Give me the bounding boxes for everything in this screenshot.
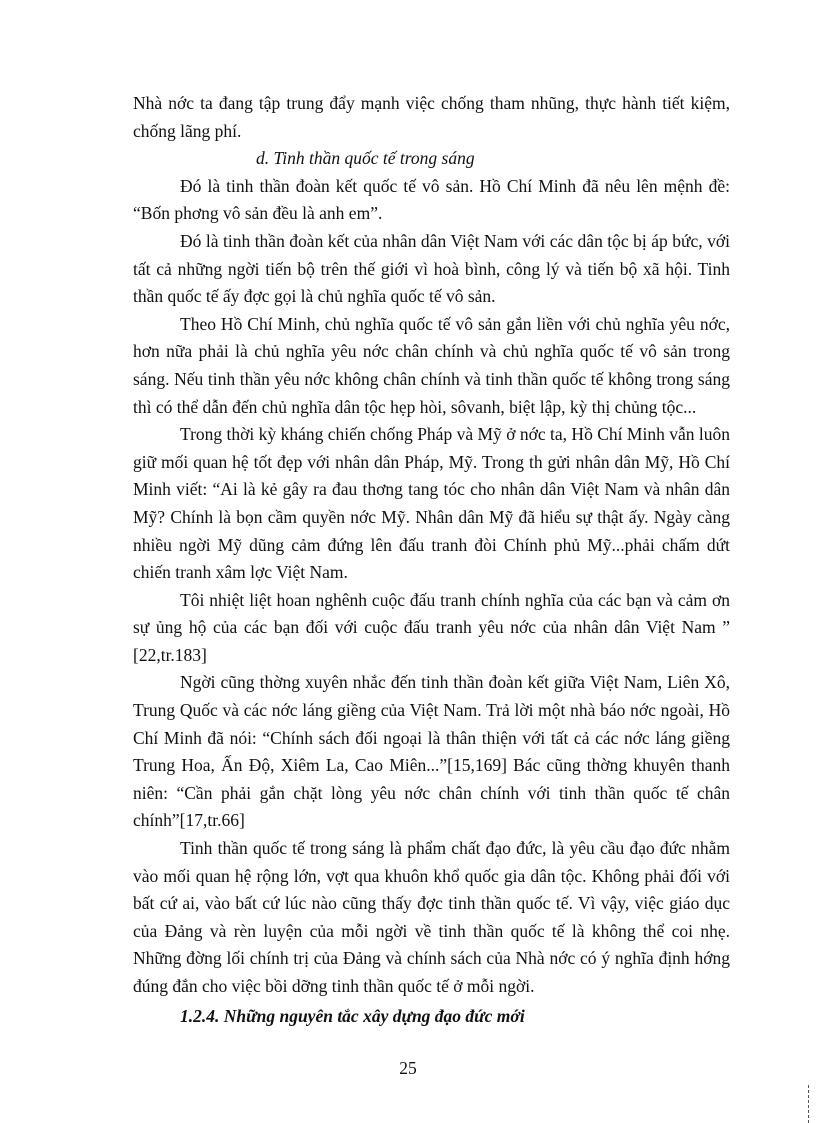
paragraph: Tôi nhiệt liệt hoan nghênh cuộc đấu tranh chính nghĩa của các bạn và cảm ơn sự ủng hộ của các bạn đối với cuộc đấu tranh yêu nớc của nhân dân Việt Nam ” [22,tr.183]: [133, 589, 730, 665]
paragraph: Đó là tinh thần đoàn kết của nhân dân Việt Nam với các dân tộc bị áp bức, với tất cả những ngời tiến bộ trên thế giới vì hoà bình, công lý và tiến bộ xã hội. Tinh thần quốc tế ấy đợc gọi là chủ nghĩa quốc tế vô sản.: [133, 230, 730, 307]
subheading-international-spirit: d. Tinh thần quốc tế trong sáng: [256, 148, 475, 169]
paragraph-continuation: Nhà nớc ta đang tập trung đẩy mạnh việc chống tham nhũng, thực hành tiết kiệm, chống lãng phí.: [133, 93, 730, 141]
paragraph: Ngời cũng thờng xuyên nhắc đến tinh thần đoàn kết giữa Việt Nam, Liên Xô, Trung Quốc và các nớc láng giềng của Việt Nam. Trả lời một nhà báo nớc ngoài, Hồ Chí Minh đã nói: “Chính sách đối ngoại là thân thiện với tất cả các nớc láng giềng Trung Hoa, Ấn Độ, Xiêm La, Cao Miên...”[15,169] Bác cũng thờng khuyên thanh niên: “Cần phải gắn chặt lòng yêu nớc chân chính với tinh thần quốc tế chân chính”[17,tr.66]: [133, 672, 730, 831]
page-number: 25: [399, 1058, 417, 1078]
paragraph: Theo Hồ Chí Minh, chủ nghĩa quốc tế vô sản gắn liền với chủ nghĩa yêu nớc, hơn nữa phải là chủ nghĩa yêu nớc chân chính và chủ nghĩa quốc tế vô sản trong sáng. Nếu tinh thần yêu nớc không chân chính và tinh thần quốc tế không trong sáng thì có thể dẫn đến chủ nghĩa dân tộc hẹp hòi, sôvanh, biệt lập, kỳ thị chủng tộc...: [133, 313, 730, 417]
paragraph: Tinh thần quốc tế trong sáng là phẩm chất đạo đức, là yêu cầu đạo đức nhằm vào mối quan hệ rộng lớn, vợt qua khuôn khổ quốc gia dân tộc. Không phải đối với bất cứ ai, vào bất cứ lúc nào cũng thấy đợc tinh thần quốc tế. Vì vậy, việc giáo dục của Đảng và rèn luyện của mỗi ngời về tinh thần quốc tế là không thể coi nhẹ. Những đờng lối chính trị của Đảng và chính sách của Nhà nớc có ý nghĩa định hớng đúng đắn cho việc bồi dỡng tinh thần quốc tế ở mỗi ngời.: [133, 838, 730, 996]
margin-rule: [808, 1085, 809, 1123]
paragraph: Đó là tinh thần đoàn kết quốc tế vô sản. Hồ Chí Minh đã nêu lên mệnh đề: “Bốn phơng vô sản đều là anh em”.: [133, 175, 730, 224]
section-heading: 1.2.4. Những nguyên tắc xây dựng đạo đức mới: [180, 1005, 525, 1026]
paragraph: Trong thời kỳ kháng chiến chống Pháp và Mỹ ở nớc ta, Hồ Chí Minh vẫn luôn giữ mối quan hệ tốt đẹp với nhân dân Pháp, Mỹ. Trong th gửi nhân dân Mỹ, Hồ Chí Minh viết: “Ai là kẻ gây ra đau thơng tang tóc cho nhân dân Việt Nam và nhân dân Mỹ? Chính là bọn cầm quyền nớc Mỹ. Nhân dân Mỹ đã hiểu sự thật ấy. Ngày càng nhiều ngời Mỹ dũng cảm đứng lên đấu tranh đòi Chính phủ Mỹ...phải chấm dứt chiến tranh xâm lợc Việt Nam.: [133, 424, 730, 583]
document-body: [133, 90, 730, 1030]
